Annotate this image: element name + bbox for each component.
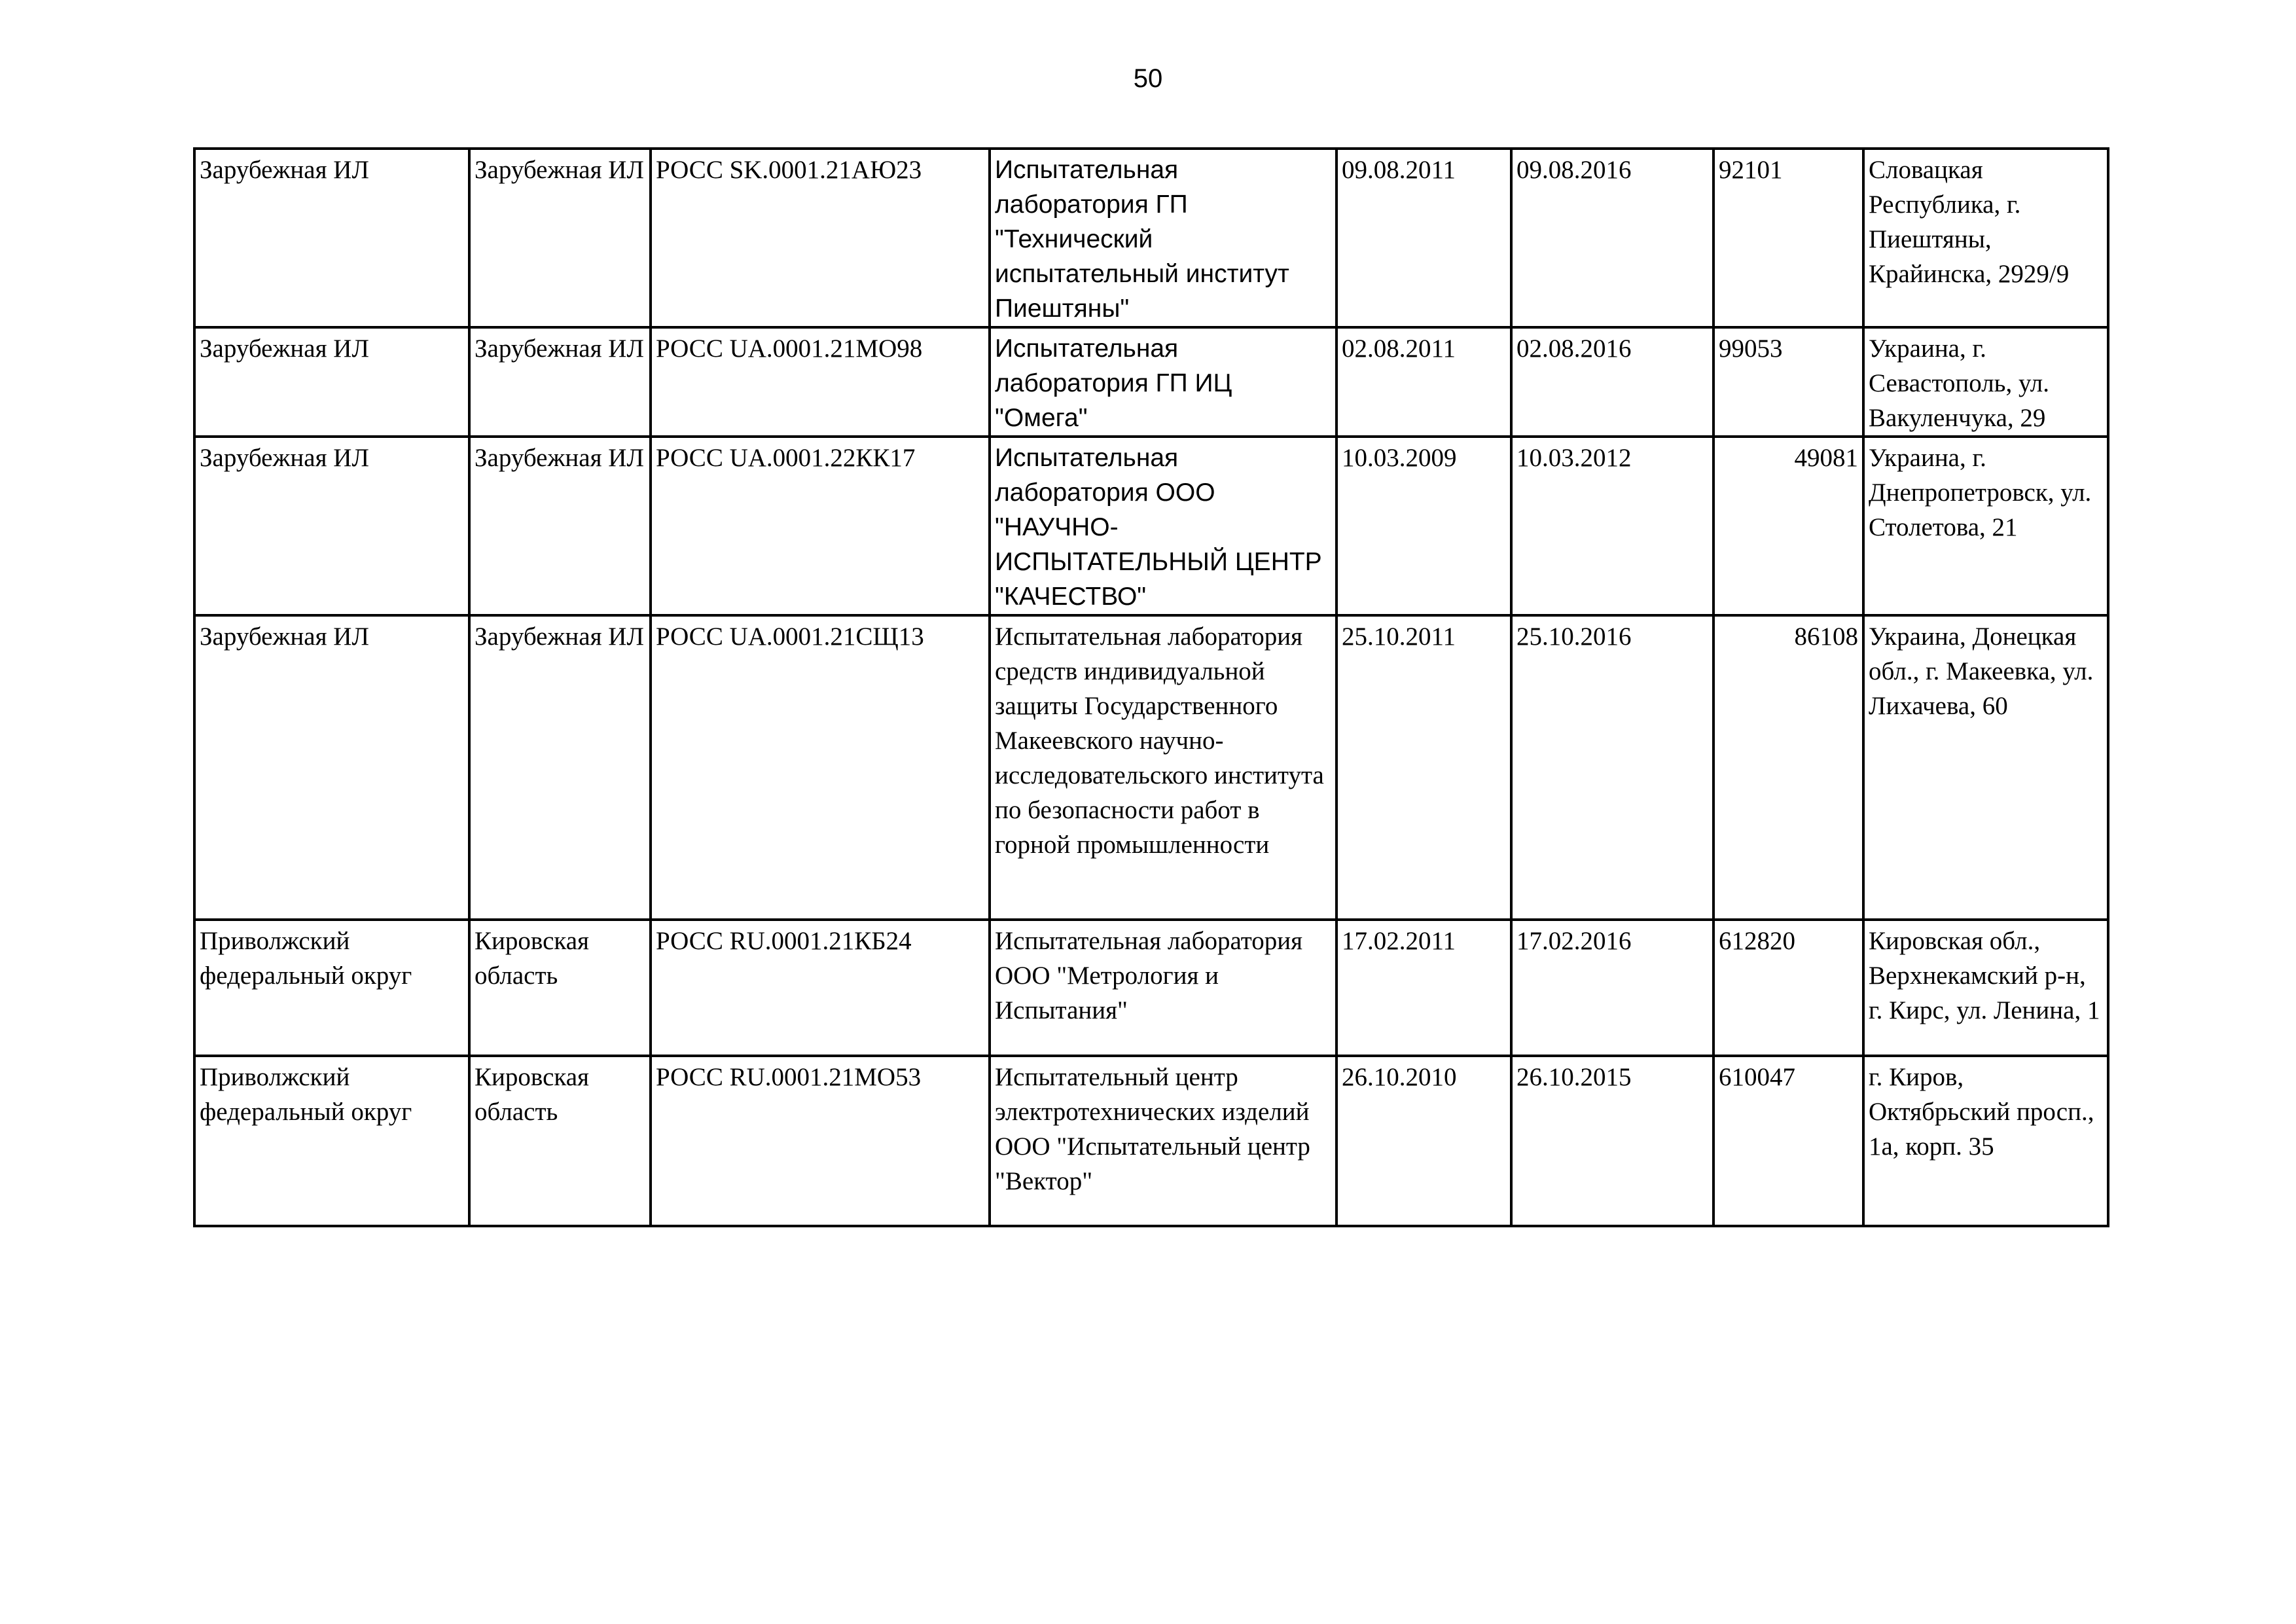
region-cell: Кировская область (469, 1056, 651, 1226)
region-cell: Зарубежная ИЛ (469, 615, 651, 920)
issue-date-cell: 25.10.2011 (1336, 615, 1511, 920)
district-cell: Зарубежная ИЛ (194, 615, 469, 920)
table-row (194, 1056, 2108, 1226)
table-row (194, 920, 2108, 1056)
issue-date-cell: 17.02.2011 (1336, 920, 1511, 1056)
issue-date-cell: 10.03.2009 (1336, 437, 1511, 615)
region-cell: Кировская область (469, 920, 651, 1056)
laboratory-name-cell: Испытательная лаборатория ГП ИЦ "Омега" (990, 327, 1336, 437)
registration-number-cell: РОСС UA.0001.22КК17 (651, 437, 990, 615)
district-cell: Приволжский федеральный округ (194, 1056, 469, 1226)
table-row (194, 437, 2108, 615)
postcode-cell: 612820 (1713, 920, 1863, 1056)
district-cell: Зарубежная ИЛ (194, 149, 469, 327)
table-row (194, 327, 2108, 437)
postcode-cell: 92101 (1713, 149, 1863, 327)
address-cell: Словацкая Республика, г. Пиештяны, Крайинска, 2929/9 (1863, 149, 2108, 327)
expiry-date-cell: 26.10.2015 (1511, 1056, 1713, 1226)
issue-date-cell: 02.08.2011 (1336, 327, 1511, 437)
registration-number-cell: РОСС SK.0001.21АЮ23 (651, 149, 990, 327)
issue-date-cell: 09.08.2011 (1336, 149, 1511, 327)
expiry-date-cell: 02.08.2016 (1511, 327, 1713, 437)
postcode-cell: 86108 (1713, 615, 1863, 920)
region-cell: Зарубежная ИЛ (469, 327, 651, 437)
laboratory-name-cell: Испытательная лаборатория ООО "НАУЧНО-ИСПЫТАТЕЛЬНЫЙ ЦЕНТР "КАЧЕСТВО" (990, 437, 1336, 615)
laboratory-name-cell: Испытательная лаборатория ГП "Технический испытательный институт Пиештяны" (990, 149, 1336, 327)
laboratory-name-cell: Испытательная лаборатория средств индивидуальной защиты Государственного Макеевского научно-исследовательского института по безопасности работ в горной промышленности (990, 615, 1336, 920)
address-cell: Кировская обл., Верхнекамский р-н, г. Кирс, ул. Ленина, 1 (1863, 920, 2108, 1056)
table-row (194, 149, 2108, 327)
table-row (194, 615, 2108, 920)
address-cell: Украина, Донецкая обл., г. Макеевка, ул. Лихачева, 60 (1863, 615, 2108, 920)
postcode-cell: 610047 (1713, 1056, 1863, 1226)
laboratory-name-cell: Испытательная лаборатория ООО "Метрология и Испытания" (990, 920, 1336, 1056)
registration-number-cell: РОСС RU.0001.21КБ24 (651, 920, 990, 1056)
region-cell: Зарубежная ИЛ (469, 149, 651, 327)
address-cell: Украина, г. Днепропетровск, ул. Столетова, 21 (1863, 437, 2108, 615)
laboratory-name-cell: Испытательный центр электротехнических изделий ООО "Испытательный центр "Вектор" (990, 1056, 1336, 1226)
expiry-date-cell: 17.02.2016 (1511, 920, 1713, 1056)
issue-date-cell: 26.10.2010 (1336, 1056, 1511, 1226)
district-cell: Зарубежная ИЛ (194, 327, 469, 437)
postcode-cell: 49081 (1713, 437, 1863, 615)
expiry-date-cell: 09.08.2016 (1511, 149, 1713, 327)
address-cell: Украина, г. Севастополь, ул. Вакуленчука, 29 (1863, 327, 2108, 437)
district-cell: Зарубежная ИЛ (194, 437, 469, 615)
registration-number-cell: РОСС UA.0001.21МО98 (651, 327, 990, 437)
registration-number-cell: РОСС RU.0001.21МО53 (651, 1056, 990, 1226)
expiry-date-cell: 25.10.2016 (1511, 615, 1713, 920)
expiry-date-cell: 10.03.2012 (1511, 437, 1713, 615)
page-number: 50 (1133, 64, 1163, 93)
postcode-cell: 99053 (1713, 327, 1863, 437)
region-cell: Зарубежная ИЛ (469, 437, 651, 615)
registration-number-cell: РОСС UA.0001.21СЩ13 (651, 615, 990, 920)
district-cell: Приволжский федеральный округ (194, 920, 469, 1056)
address-cell: г. Киров, Октябрьский просп., 1а, корп. 35 (1863, 1056, 2108, 1226)
registry-table (193, 147, 2109, 1227)
